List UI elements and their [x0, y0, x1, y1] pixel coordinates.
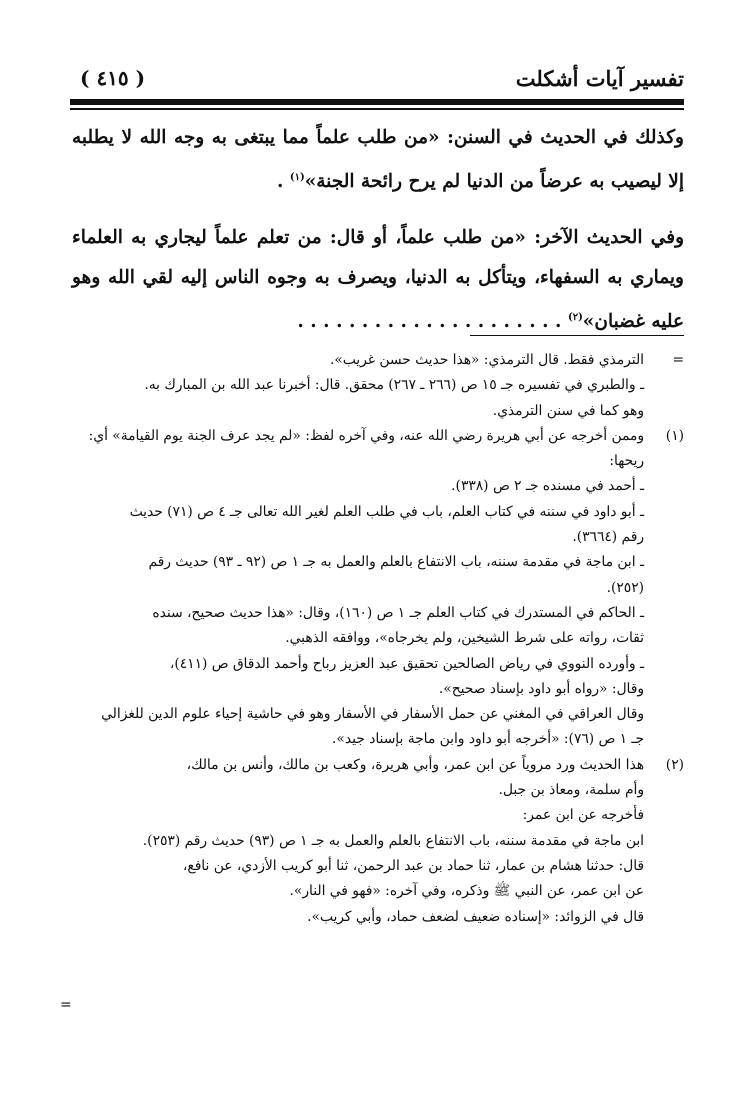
trailing-dots: . . . . . . . . . . . . . . . . . . . . .: [297, 311, 562, 333]
footnote-line: [72, 550, 684, 575]
footnote-text: وقال العراقي في المغني عن حمل الأسفار في الأسفار وهو في حاشية إحياء علوم الدين للغزالي: [101, 706, 644, 723]
footnote-text: وهو كما في سنن الترمذي.: [492, 402, 644, 419]
footnote-line: [72, 905, 684, 930]
footnote-separator: [470, 335, 684, 336]
footnote-text: ابن ماجة في مقدمة سننه، باب الانتفاع بالعلم والعمل به جـ ١ ص (٩٣) حديث رقم (٢٥٣).: [142, 832, 644, 849]
footnote-text: ثقات، رواته على شرط الشيخين، ولم يخرجاه»، ووافقه الذهبي.: [285, 630, 644, 647]
paragraph-1: وكذلك في الحديث في السنن: «من طلب علماً مما يبتغى به وجه الله لا يطلبه إلا ليصيب به عرضاً من الدنيا لم يرح رائحة الجنة»$^{(١)}$ .: [72, 127, 684, 193]
footnote-text: ـ والطبري في تفسيره جـ ١٥ ص (٢٦٦ ـ ٢٦٧) محقق. قال: أخبرنا عبد الله بن المبارك به.: [144, 377, 644, 394]
running-title: تفسير آيات أشكلت: [515, 66, 684, 91]
footnote-line: [72, 677, 684, 702]
footnote-text: ـ أبو داود في سننه في كتاب العلم، باب في طلب العلم لغير الله تعالى جـ ٤ ص (٧١) حديث: [129, 503, 644, 520]
continuation-mark: =: [60, 997, 72, 1013]
page-header: [70, 64, 684, 98]
footnote-line: [72, 626, 684, 651]
footnote-text: ـ وأورده النووي في رياض الصالحين تحقيق عبد العزيز رباح وأحمد الدقاق ص (٤١١)،: [169, 655, 644, 672]
footnote-text: (٢٥٢).: [606, 579, 644, 596]
footnote-text: رقم (٣٦٦٤).: [572, 529, 644, 546]
footnote-line: [72, 829, 684, 854]
paragraph-2-text: وفي الحديث الآخر: «من طلب علماً، أو قال: من تعلم علماً ليجاري به العلماء ويماري به السفهاء، ويتأكل به الدنيا، ويصرف به وجوه الناس إليه لقي الله وهو عليه غضبان»: [72, 227, 684, 333]
footnotes: [72, 348, 684, 930]
footnote-line: [72, 854, 684, 879]
page-number: ( ٤١٥ ): [80, 66, 146, 90]
footnote-marker: (١): [665, 427, 684, 444]
footnote-text: عن ابن عمر، عن النبي ﷺ وذكره، وفي آخره: «فهو في النار».: [289, 883, 644, 900]
footnote-text: هذا الحديث ورد مروياً عن ابن عمر، وأبي هريرة، وكعب بن مالك، وأنس بن مالك،: [186, 756, 644, 773]
footnote-text: ـ ابن ماجة في مقدمة سننه، باب الانتفاع بالعلم والعمل به جـ ١ ص (٩٢ ـ ٩٣) حديث رقم: [148, 554, 644, 571]
footnote-text: ريحها:: [609, 453, 644, 470]
footnote-marker: (٢): [665, 756, 684, 773]
footnote-line: [72, 879, 684, 904]
main-text: [72, 118, 684, 342]
footnote-text: وأم سلمة، ومعاذ بن جبل.: [498, 782, 644, 799]
footnote-line: [72, 525, 684, 550]
footnote-text: وممن أخرجه عن أبي هريرة رضي الله عنه، وفي آخره لفظ: «لم يجد عرف الجنة يوم القيامة» أي:: [88, 427, 644, 444]
footnote-text: فأخرجه عن ابن عمر:: [522, 807, 644, 824]
footnote-line: [72, 601, 684, 626]
footnote-text: جـ ١ ص (٧٦): «أخرجه أبو داود وابن ماجة بإسناد جيد».: [332, 731, 644, 748]
paragraph-2: [72, 218, 684, 342]
footnote-line: [72, 424, 684, 449]
header-rule-thick: [70, 99, 684, 105]
paragraph-1-text: وكذلك في الحديث في السنن: «من طلب علماً مما يبتغى به وجه الله لا يطلبه إلا ليصيب به عرضاً من الدنيا لم يرح رائحة الجنة»: [72, 127, 684, 193]
footnote-line: [72, 449, 684, 474]
footnote-ref-2: (٢): [567, 312, 583, 324]
footnote-text: ـ الحاكم في المستدرك في كتاب العلم جـ ١ ص (١٦٠)، وقال: «هذا حديث صحيح، سنده: [152, 604, 644, 621]
footnote-line: [72, 373, 684, 398]
footnote-line: [72, 702, 684, 727]
footnote-line: [72, 778, 684, 803]
header-rule-thin: [70, 108, 684, 110]
footnote-line: [72, 399, 684, 424]
footnote-marker: =: [672, 352, 684, 368]
footnote-text: ـ أحمد في مسنده جـ ٢ ص (٣٣٨).: [451, 478, 644, 495]
footnote-line: [72, 576, 684, 601]
footnote-line: [72, 474, 684, 499]
footnote-line: [72, 727, 684, 752]
footnote-line: [72, 348, 684, 373]
footnote-line: [72, 753, 684, 778]
footnote-line: [72, 652, 684, 677]
footnote-text: قال في الزوائد: «إسناده ضعيف لضعف حماد، وأبي كريب».: [307, 908, 644, 925]
footnote-ref-1: (١): [289, 172, 305, 183]
footnote-text: قال: حدثنا هشام بن عمار، ثنا حماد بن عبد الرحمن، ثنا أبو كريب الأزدي، عن نافع،: [182, 857, 644, 874]
footnote-line: [72, 803, 684, 828]
footnote-text: الترمذي فقط. قال الترمذي: «هذا حديث حسن غريب».: [329, 352, 644, 368]
footnote-line: [72, 500, 684, 525]
footnote-text: وقال: «رواه أبو داود بإسناد صحيح».: [438, 680, 644, 697]
